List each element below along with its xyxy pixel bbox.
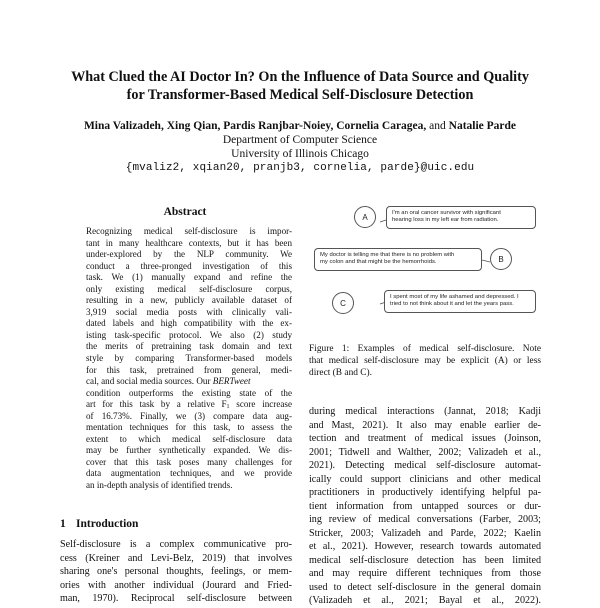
model-name: BERTweet [212,376,251,387]
intro-line: sharing one's personal thoughts, feelings, or mem- [60,566,292,577]
author-emails: {mvaliz2, xqian20, pranjb3, cornelia, parde}@uic.edu [125,162,475,174]
abstract-line: dated labels and high compatibility with the ex- [86,318,292,329]
introduction-body [60,538,292,606]
section-heading-introduction [60,518,138,530]
paper-title [40,68,560,104]
authors-list: Mina Valizadeh, Xing Qian, Pardis Ranjbar-Noiey, Cornelia Caragea, [83,120,427,132]
figure-1-caption [309,343,541,380]
body-line: ing review of medical conversations (Farber, 2003; [309,514,541,525]
body-line: Stricker, 2003; Valizadeh and Parde, 2022; Kaelin [309,527,541,539]
figure-1 [310,200,542,336]
body-line: during medical interactions (Jannat, 2018; Kadji [309,406,541,417]
abstract-line-text: score increase [229,399,292,410]
authors-and: and [429,120,446,132]
body-line: tient information from untapped sources or dur- [309,500,541,512]
body-line: 2001; Tidwell and Walther, 2002; Valizadeh et al., [309,446,541,458]
abstract-line [86,399,292,411]
abstract-line [86,376,292,388]
intro-line: ories with another individual (Jourard and Fried- [60,579,292,591]
abstract-line: Recognizing medical self-disclosure is impor- [86,226,292,236]
intro-line: man, 1970). Reciprocal self-disclosure between [60,593,292,604]
body-line: et al., 2021). However, research towards automated [309,541,541,552]
title-line-2: for Transformer-Based Medical Self-Disclosure Detection [126,87,474,103]
speech-bubble-c [384,290,536,313]
abstract-body [86,226,292,492]
body-line: 2021). Detecting medical self-disclosure automat- [309,460,541,471]
body-line: ically could support clinicians and other medical [309,473,541,485]
bubble-line: My doctor is telling me that there is no problem with [320,252,455,258]
abstract-line: conduct a three-pronged investigation of this [86,260,292,271]
abstract-line: cover that this task poses many challenges for [86,456,292,467]
title-line-1: What Clued the AI Doctor In? On the Influence of Data Source and Quality [71,69,529,85]
abstract-line: tant in many healthcare contexts, but it has been [86,237,292,248]
abstract-line: condition outperforms the existing state of the [86,387,292,398]
abstract-heading: Abstract [163,206,207,218]
body-line: and may require different techniques from those [309,568,541,579]
intro-line: Self-disclosure is a complex communicative pro- [60,539,292,550]
body-line: and Mast, 2021). It also may enable earlier de- [309,419,541,431]
body-line: tection and treatment of medical issues (Joinson, [309,433,541,444]
abstract-line: task. We (1) manually expand and refine the [86,272,292,283]
caption-line: Figure 1: Examples of medical self-disclosure. Note [309,344,541,354]
university: University of Illinois Chicago [231,148,369,160]
abstract-line: resulting in a new, publicly available dataset of [86,295,292,306]
example-label-b: B [490,248,512,270]
author-last: Natalie Parde [448,120,517,132]
bubble-line: I'm an oral cancer survivor with significant [392,210,501,216]
abstract-line: data augmentation techniques, and we provide [86,468,292,479]
abstract-line-text: cal, and social media sources. Our [86,376,211,387]
body-line: practitioners in productively identifying helpful pa- [309,487,541,498]
example-label-a: A [354,206,376,228]
right-column-body [309,405,541,608]
abstract-line: style by comparing Transformer-based models [86,353,292,364]
abstract-line: the merits of pretraining task domain and text [86,341,292,352]
bubble-line: my colon and that might be the hemorrhoids. [320,259,437,266]
department: Department of Computer Science [222,134,378,146]
example-label-c: C [332,292,354,314]
abstract-line: only existing medical self-disclosure corpus, [86,283,292,294]
abstract-line: isting task-specific protocol. We also (2) study [86,329,292,340]
intro-line: cess (Kreiner and Levi-Belz, 2019) that involves [60,552,292,564]
body-line: medical self-disclosure detection has been limited [309,554,541,566]
section-number: 1 [60,518,66,530]
abstract-line: may be further synthetically expanded. We dis- [86,445,292,456]
abstract-line: an in-depth analysis of identified trends. [86,480,233,491]
abstract-line: under-explored by the NLP community. We [86,249,292,260]
bubble-line: hearing loss in my left ear from radiation. [392,217,499,224]
caption-line: that medical self-disclosure may be explicit (A) or less [309,356,541,367]
abstract-line: for this task, pretrained from general, medi- [86,364,292,375]
section-title: Introduction [76,518,139,530]
body-line: (Valizadeh et al., 2021; Bayal et al., 2022). [309,595,541,606]
authors [30,119,570,133]
bubble-tail-b [482,260,490,262]
abstract-line: of 16.73%. Finally, we (3) compare data aug- [86,410,292,421]
bubble-tail-a [380,220,386,222]
body-line: used to detect self-disclosure in the general domain [309,581,541,593]
abstract-line-text: art for this task by a relative F [86,399,227,410]
abstract-line: 3,919 social media posts with clinically vali- [86,306,292,317]
bubble-line: tried to not think about it and let the years pass. [390,301,514,308]
abstract-line: mentation techniques for this task, to assess the [86,422,292,433]
caption-line: direct (B and C). [309,368,373,379]
f1-subscript: 1 [226,404,230,411]
abstract-line: extent to which medical self-disclosure data [86,433,292,444]
speech-bubble-b [314,248,482,271]
bubble-line: I spent most of my life ashamed and depressed. I [390,294,519,300]
